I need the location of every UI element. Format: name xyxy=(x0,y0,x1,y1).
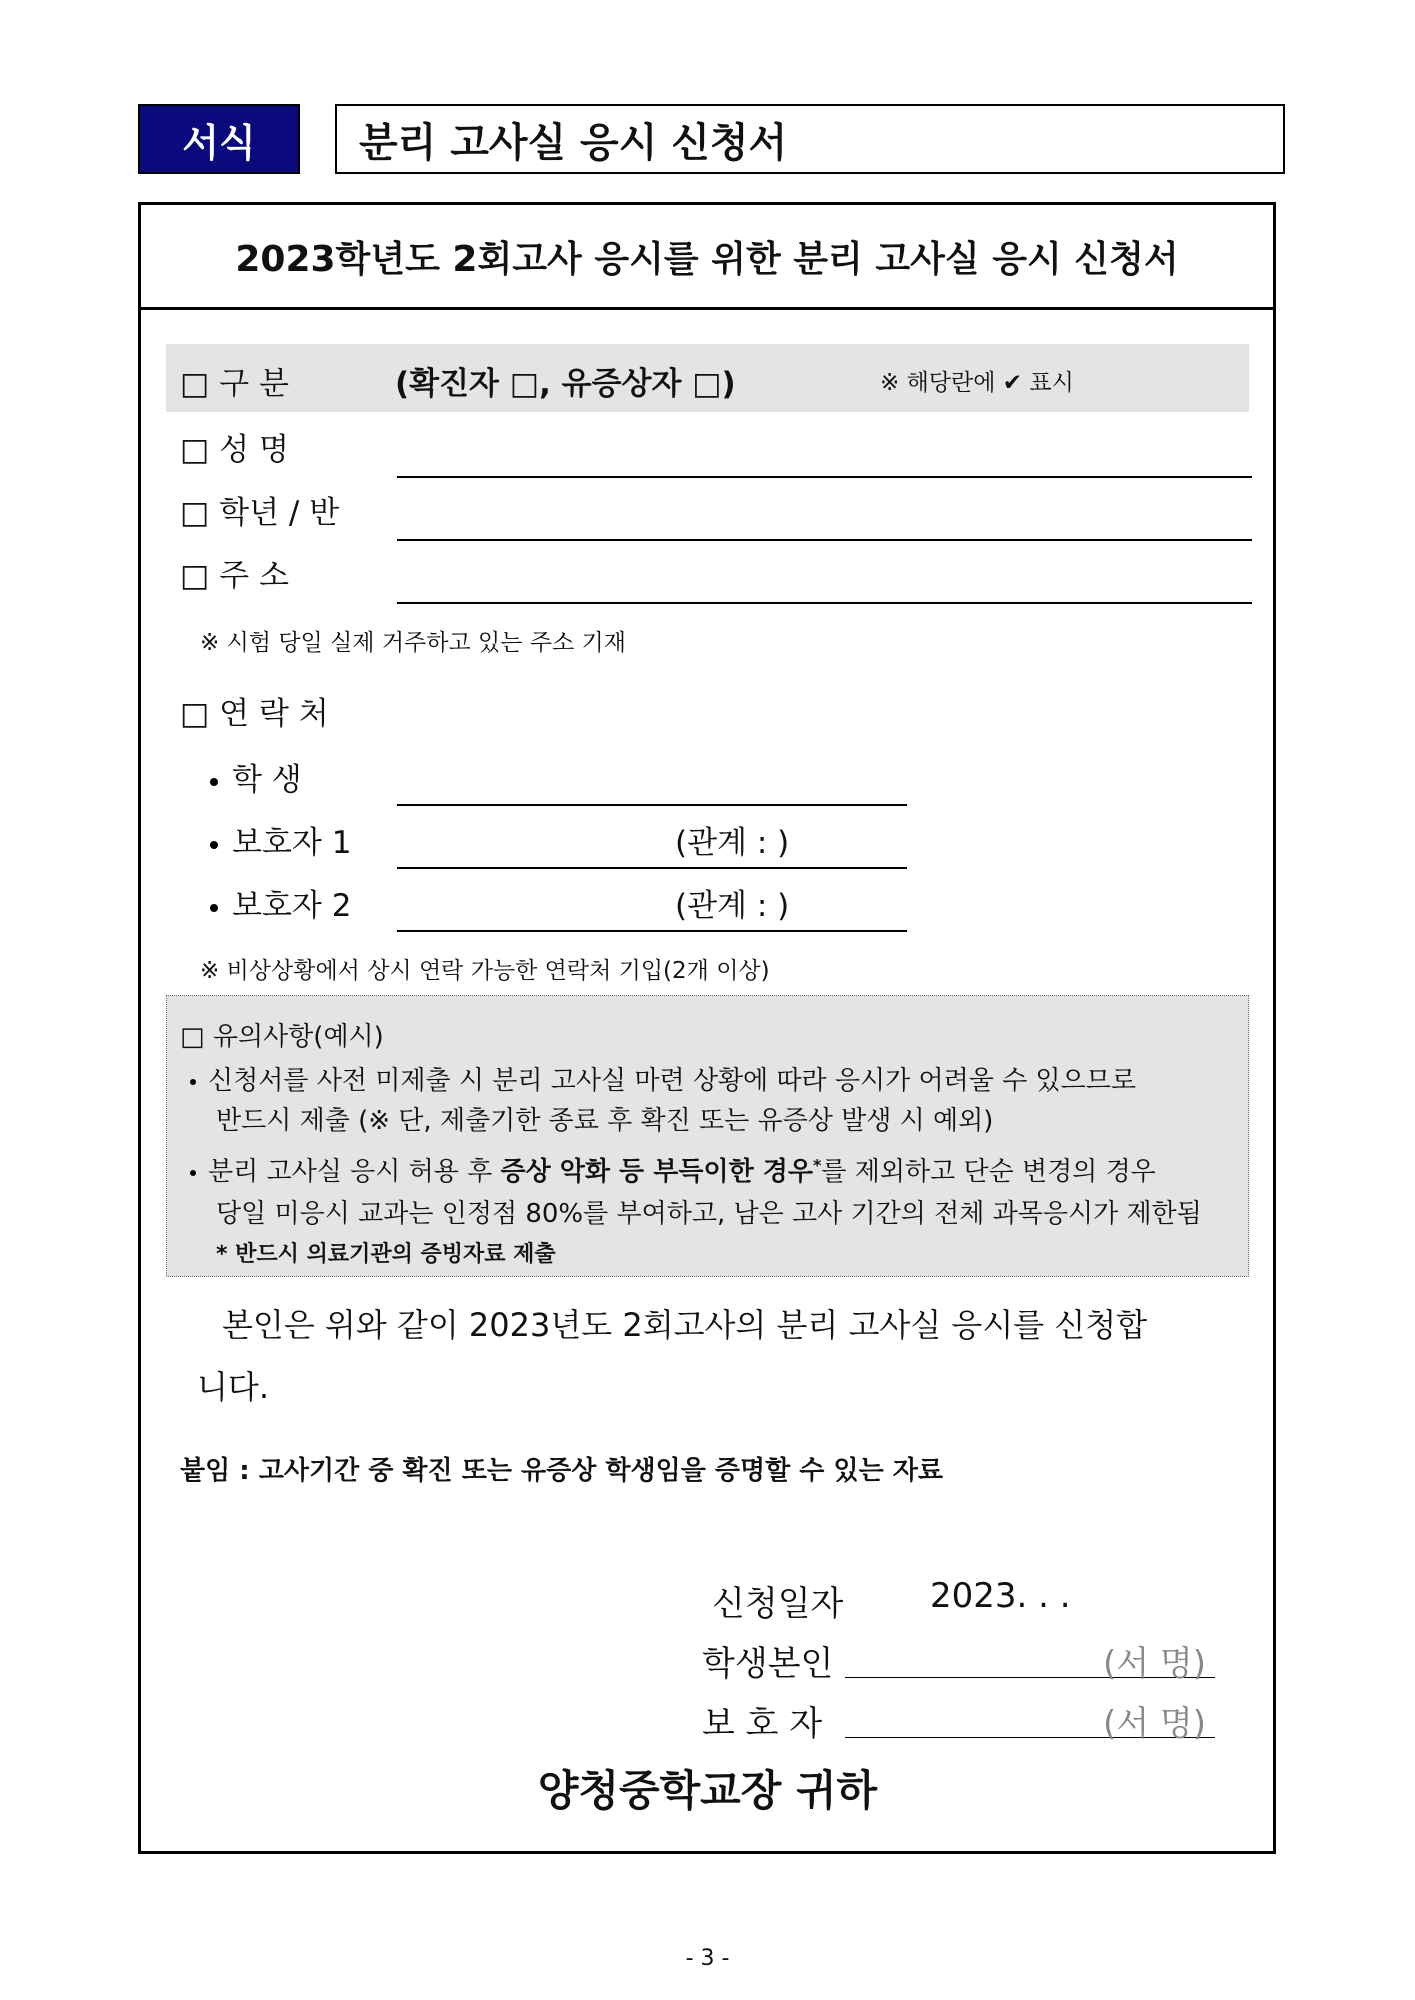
address-note: ※ 시험 당일 실제 거주하고 있는 주소 기재 xyxy=(200,630,626,656)
page-title-text: 분리 고사실 응시 신청서 xyxy=(359,119,788,166)
bullet-icon xyxy=(190,1079,196,1085)
address-label: □ 주 소 xyxy=(180,558,289,594)
bullet-icon xyxy=(210,904,218,912)
date-value[interactable]: 2023. . . xyxy=(930,1576,1071,1616)
bullet-icon xyxy=(210,841,218,849)
category-hint: ※ 해당란에 ✔ 표시 xyxy=(880,370,1074,396)
guardian1-field[interactable] xyxy=(397,867,907,869)
attachment-note: 붙임 : 고사기간 중 확진 또는 유증상 학생임을 증명할 수 있는 자료 xyxy=(180,1456,943,1486)
guardian-sign-mark: (서 명) xyxy=(1103,1704,1207,1744)
statement-line1: 본인은 위와 같이 2023년도 2회고사의 분리 고사실 응시를 신청합 xyxy=(222,1306,1148,1344)
page-number-text: - 3 - xyxy=(685,1946,730,1971)
guardian1-label xyxy=(210,817,351,862)
addressee-text: 양청중학교장 귀하 xyxy=(537,1766,878,1815)
notice-item-1-line1: 신청서를 사전 미제출 시 분리 고사실 마련 상황에 따라 응시가 어려울 수 있으므로 xyxy=(208,1066,1137,1096)
guardian2-field[interactable] xyxy=(397,930,907,932)
guardian-sign-label: 보 호 자 xyxy=(702,1704,823,1744)
student-sign-label: 학생본인 xyxy=(702,1644,834,1684)
student-contact-label xyxy=(210,754,302,799)
form-badge: 서식 xyxy=(138,104,300,174)
bullet-icon xyxy=(210,778,218,786)
student-contact-text: 학 생 xyxy=(232,762,302,798)
notice-item-2-pre: 분리 고사실 응시 허용 후 xyxy=(208,1157,501,1187)
page-number xyxy=(0,1946,1415,1971)
notice-item-2-line2: 당일 미응시 교과는 인정점 80%를 부여하고, 남은 고사 기간의 전체 과목응시가 제한됨 xyxy=(216,1199,1202,1229)
category-label: □ 구 분 xyxy=(180,366,289,402)
guardian1-relation: (관계 : ) xyxy=(675,825,790,861)
notice-footnote: * 반드시 의료기관의 증빙자료 제출 xyxy=(216,1242,556,1267)
contact-note: ※ 비상상황에서 상시 연락 가능한 연락처 기입(2개 이상) xyxy=(200,958,770,984)
notice-item-1-line2: 반드시 제출 (※ 단, 제출기한 종료 후 확진 또는 유증상 발생 시 예외) xyxy=(216,1106,994,1136)
name-field[interactable] xyxy=(397,476,1252,478)
guardian2-label xyxy=(210,880,351,925)
guardian2-relation: (관계 : ) xyxy=(675,888,790,924)
category-options[interactable]: (확진자 □, 유증상자 □) xyxy=(395,366,736,402)
grade-class-field[interactable] xyxy=(397,539,1252,541)
guardian1-text: 보호자 1 xyxy=(232,825,352,861)
notice-item-2-star: * xyxy=(812,1155,822,1175)
page-title xyxy=(335,104,1285,174)
student-sign-mark: (서 명) xyxy=(1103,1644,1207,1684)
address-field[interactable] xyxy=(397,602,1252,604)
notice-title: □ 유의사항(예시) xyxy=(180,1022,384,1052)
date-label: 신청일자 xyxy=(712,1584,844,1624)
guardian2-text: 보호자 2 xyxy=(232,888,352,924)
bullet-icon xyxy=(190,1170,196,1176)
notice-item-2-emphasis: 증상 악화 등 부득이한 경우 xyxy=(500,1157,813,1187)
addressee xyxy=(0,1758,1415,1818)
grade-class-label: □ 학년 / 반 xyxy=(180,495,340,531)
form-title xyxy=(141,205,1273,310)
contact-label: □ 연 락 처 xyxy=(180,696,329,732)
notice-item-2-post: 를 제외하고 단순 변경의 경우 xyxy=(821,1157,1156,1187)
statement-line2: 니다. xyxy=(197,1368,269,1406)
notice-item-1 xyxy=(190,1060,1136,1097)
form-title-text: 2023학년도 2회고사 응시를 위한 분리 고사실 응시 신청서 xyxy=(235,238,1179,280)
notice-item-2 xyxy=(190,1151,1156,1188)
name-label: □ 성 명 xyxy=(180,432,289,468)
student-contact-field[interactable] xyxy=(397,804,907,806)
